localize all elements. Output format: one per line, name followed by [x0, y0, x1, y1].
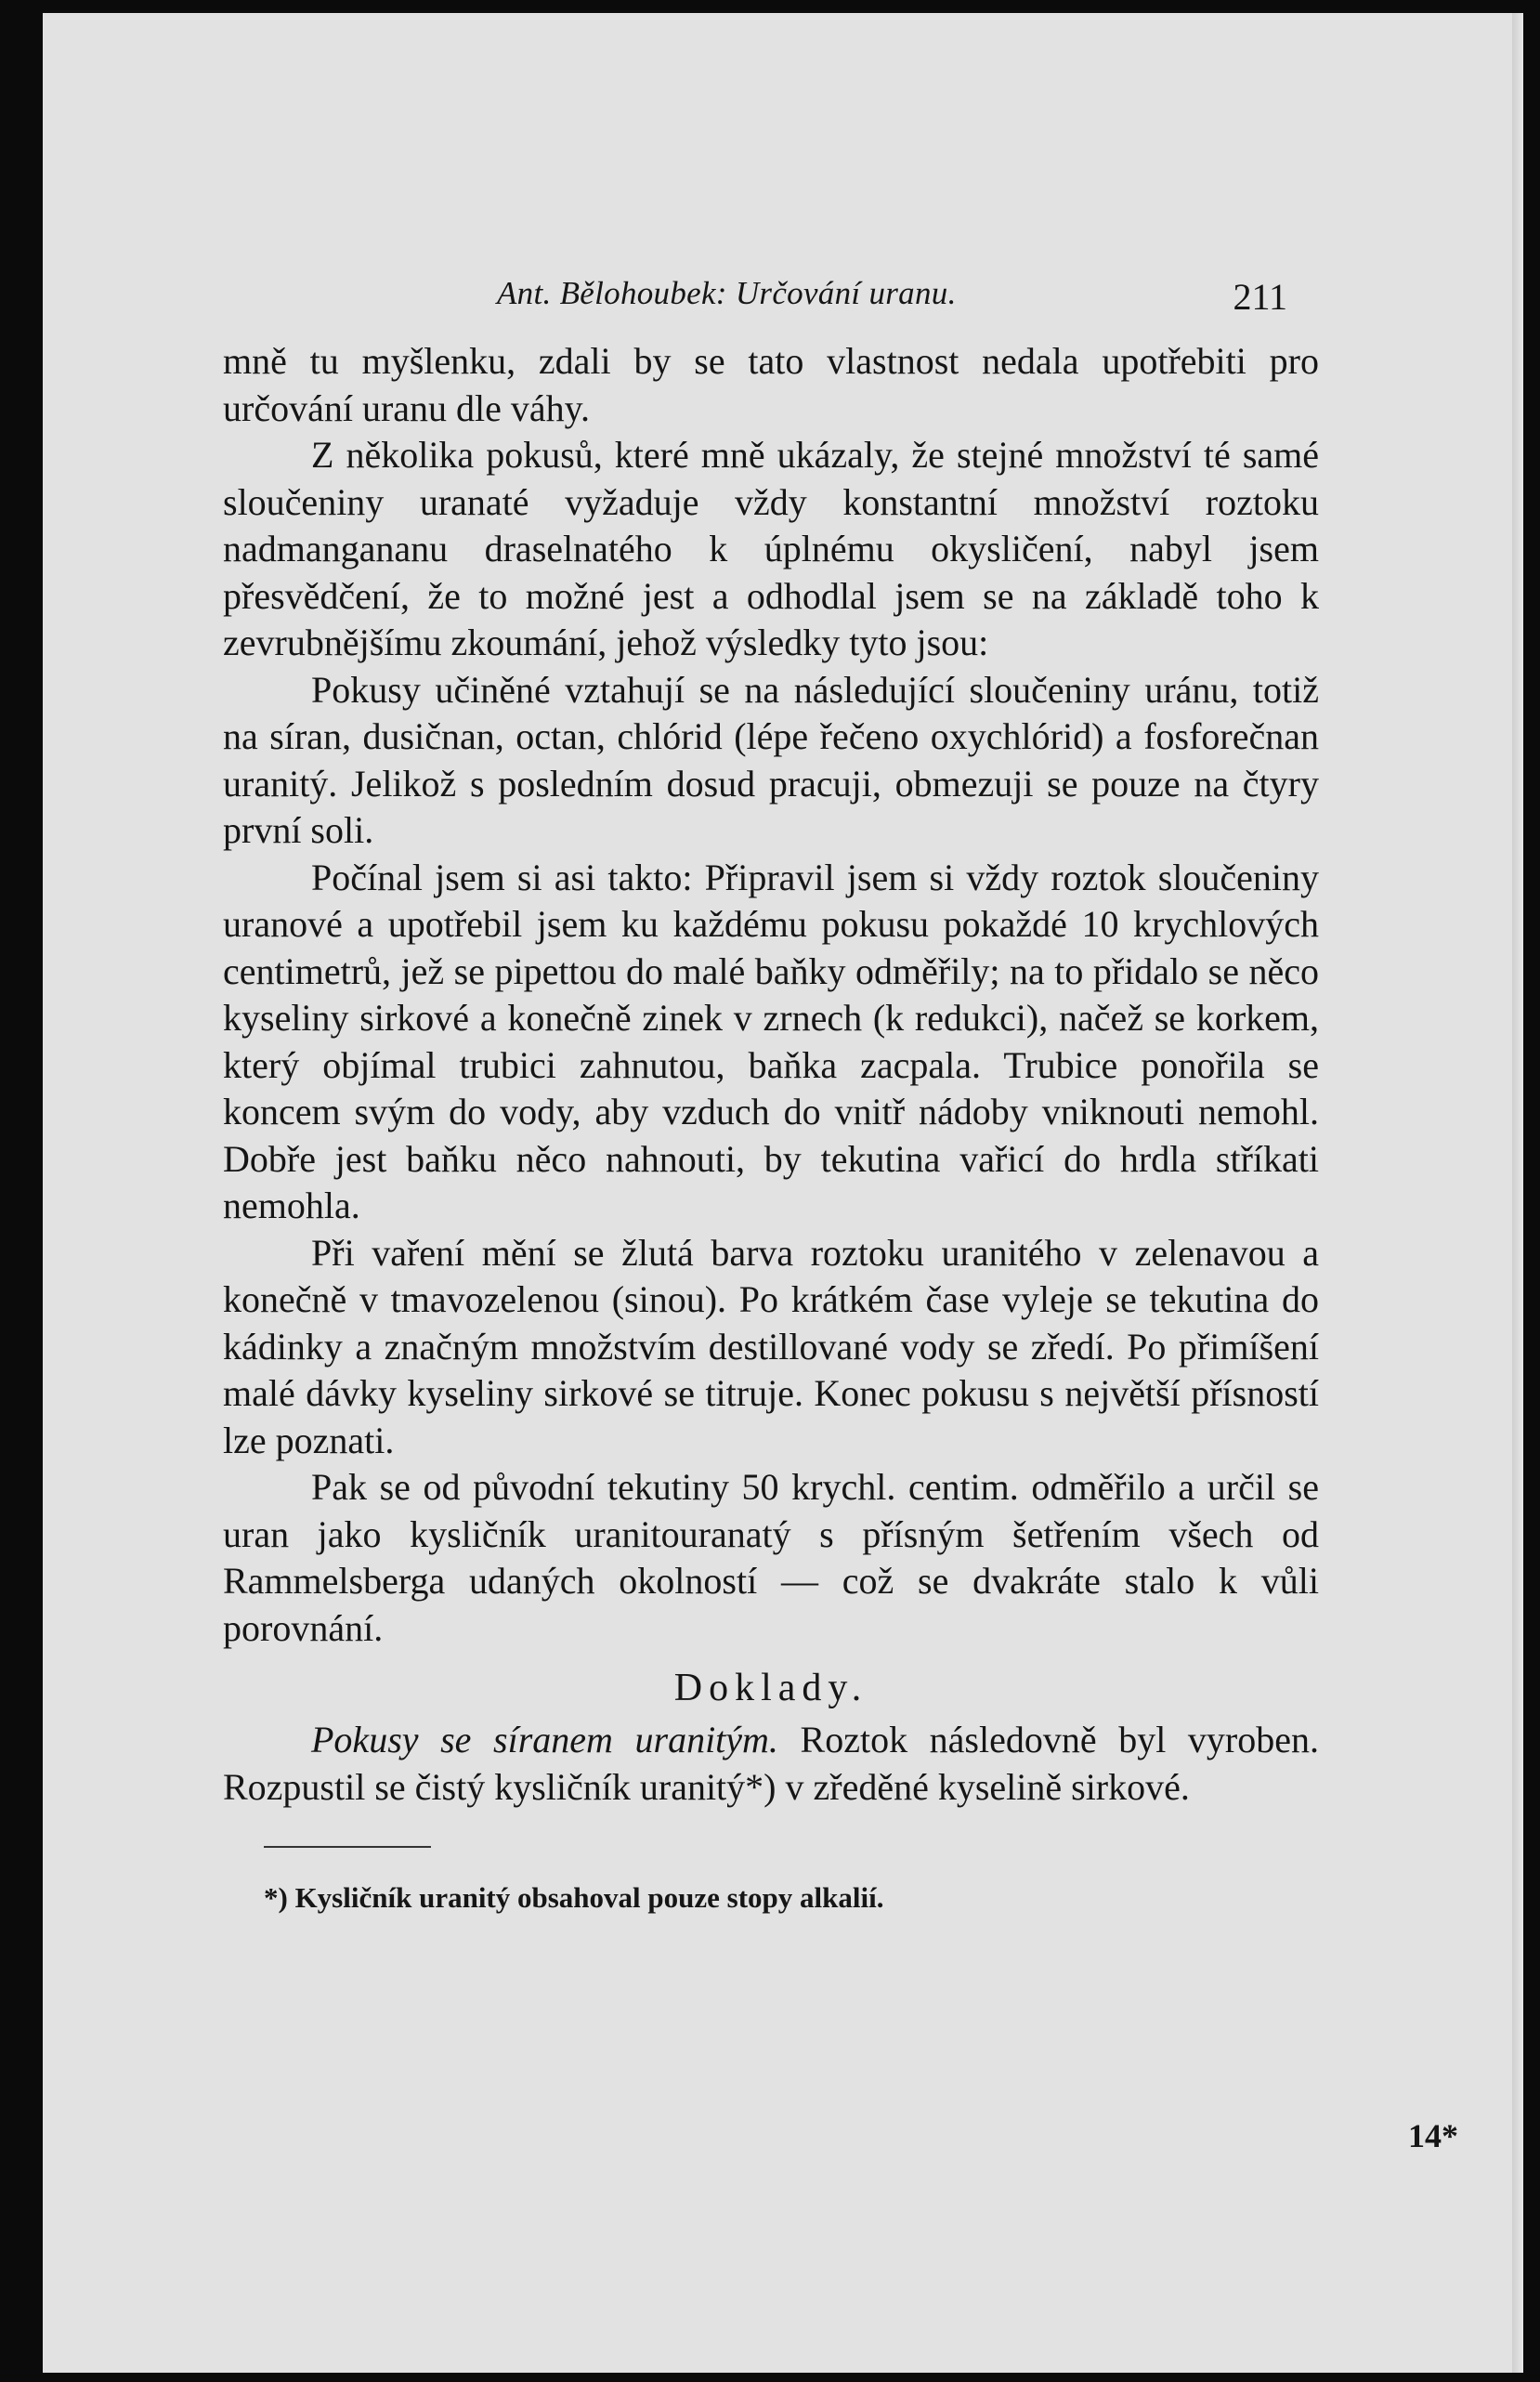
book-page	[43, 13, 1523, 2373]
text-block	[223, 264, 1319, 1917]
paragraph: Z několika pokusů, které mně ukázaly, že stejné množství té samé sloučeniny uranaté vyžaduje vždy konstantní množství roztoku nadmangananu draselnatého k úplnému okysličení, nabyl jsem přesvědčení, že to možné jest a odhodlal jsem se na základě toho k zevrubnějšímu zkoumání, jehož výsledky tyto jsou:	[223, 434, 1319, 663]
page-number: 211	[1233, 276, 1287, 318]
paragraph-rest: Roztok následovně byl vyroben. Rozpustil se čistý kysličník uranitý*) v zředěné kyselině sirkové.	[223, 1719, 1319, 1808]
paragraph: Pokusy učiněné vztahují se na následující sloučeniny uránu, totiž na síran, dusičnan, octan, chlórid (lépe řečeno oxychlórid) a fosforečnan uranitý. Jelikož s posledním dosud pracuji, obmezuji se pouze na čtyry první soli.	[223, 668, 1319, 851]
footnote-rule	[264, 1846, 431, 1848]
paragraph: Počínal jsem si asi takto: Připravil jsem si vždy roztok sloučeniny uranové a upotřebil jsem ku každému pokusu pokaždé 10 krychlových centimetrů, jež se pipettou do malé baňky odměřily; na to přidalo se něco kyseliny sirkové a konečně zinek v zrnech (k redukci), načež se korkem, který objímal trubici zahnutou, baňka zacpala. Trubice ponořila se koncem svým do vody, aby vzduch do vnitř nádoby vniknouti nemohl. Dobře jest baňku něco nahnouti, by tekutina vařicí do hrdla stříkati nemohla.	[223, 856, 1319, 1226]
italic-lead: Pokusy se síranem uranitým.	[311, 1719, 778, 1760]
signature-mark: 14*	[1408, 2117, 1458, 2154]
section-heading: Doklady.	[673, 1667, 868, 1709]
running-title: Ant. Bělohoubek: Určování uranu.	[497, 275, 957, 311]
paragraph: mně tu myšlenku, zdali by se tato vlastnost nedala upotřebiti pro určování uranu dle váhy.	[223, 340, 1319, 429]
running-head	[223, 264, 1319, 338]
paragraph: Pak se od původní tekutiny 50 krychl. centim. odměřilo a určil se uran jako kysličník uranitouranatý s přísným šetřením všech od Rammelsberga udaných okolností — což se dvakráte stalo k vůli porovnání.	[223, 1466, 1319, 1649]
footnote: *) Kysličník uranitý obsahoval pouze stopy alkalií.	[264, 1881, 884, 1914]
page-edge	[1512, 13, 1523, 2373]
paragraph: Při vaření mění se žlutá barva roztoku uranitého v zelenavou a konečně v tmavozelenou (sinou). Po krátkém čase vyleje se tekutina do kádinky a značným množstvím destillované vody se zředí. Po přimíšení malé dávky kyseliny sirkové se titruje. Konec pokusu s největší přísností lze poznati.	[223, 1231, 1319, 1461]
paragraph	[223, 1717, 1319, 1811]
